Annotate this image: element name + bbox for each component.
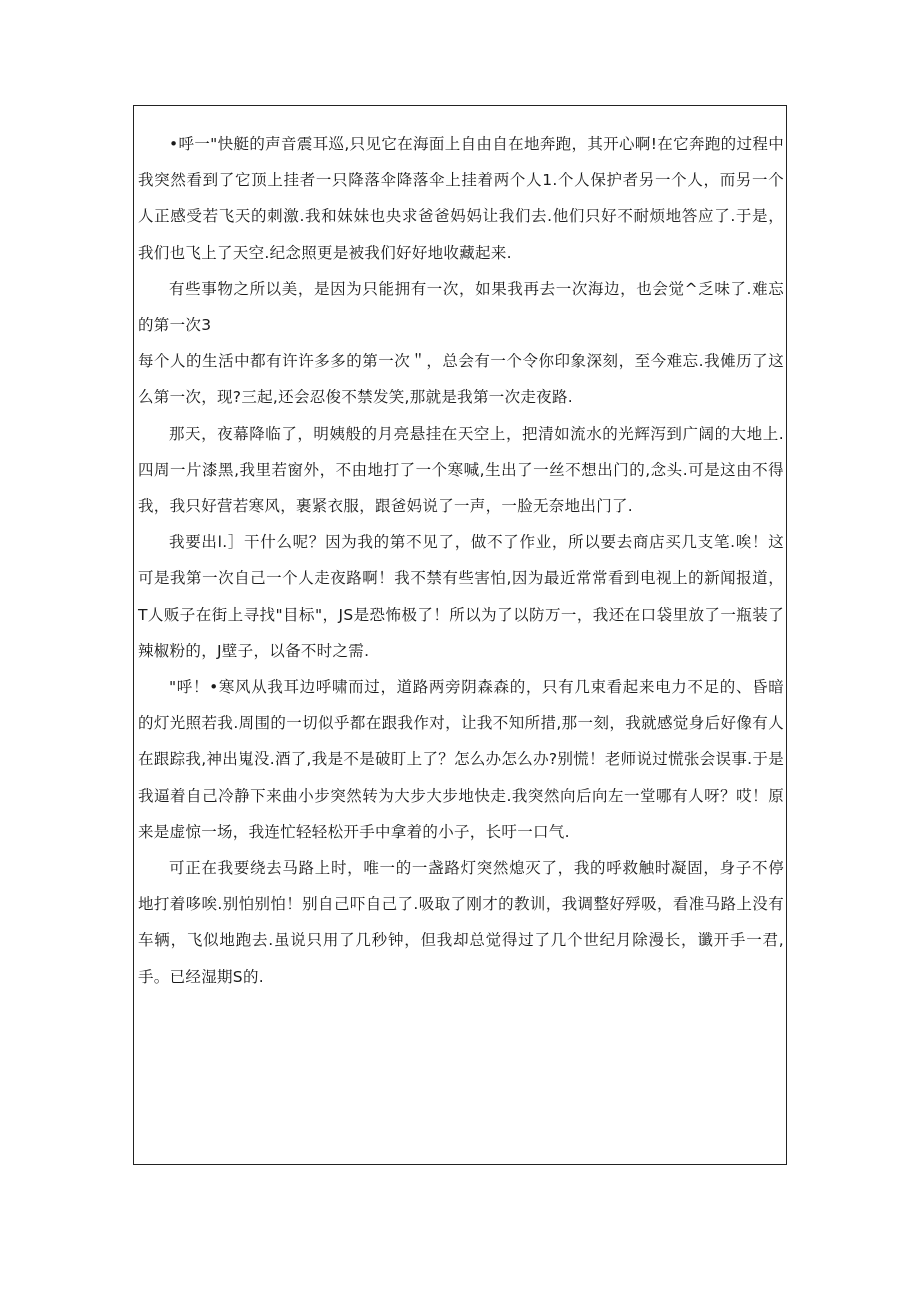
paragraph-cold-wind: "呼！•寒风从我耳边呼啸而过，道路两旁阴森森的，只有几束看起来电力不足的、昏暗的灯光照若我.周围的一切似乎都在跟我作对，让我不知所措,那一刻，我就感觉身后好像有人在跟踪我,神出嵬没.酒了,我是不是破盯上了？怎么办怎么办?别慌！老师说过慌张会误事.于是我逼着自己冷静下来曲小步突然转为大步大步地快走.我突然向后向左一堂哪有人呀？哎！原来是虚惊一场，我连忙轻轻松开手中拿着的小子，长吁一口气. [138,678,784,841]
document-frame [133,105,787,1165]
paragraph-streetlight: 可正在我要绕去马路上时，唯一的一盏路灯突然熄灭了，我的呼救触时凝固，身子不停地打着哆唉.别怕别怕！别自己吓自己了.吸取了刚才的教训，我调整好殍吸，看准马路上没有车辆，飞似地跑去.虽说只用了几秒钟，但我却总觉得过了几个世纪月除漫长，谶开手一君,手。已经湿期S的. [138,859,784,986]
paragraph-speedboat: •呼一"快艇的声音震耳巡,只见它在海面上自由自在地奔跑，其开心啊!在它奔跑的过程中我突然看到了它顶上挂者一只降落伞降落伞上挂着两个人1.个人保护者另一个人，而另一个人正感受若飞天的刺激.我和妹妹也央求爸爸妈妈让我们去.他们只好不耐烦地答应了.于是，我们也飞上了天空.纪念照更是被我们好好地收藏起来. [138,135,784,262]
paragraph-beauty-once: 有些事物之所以美，是因为只能拥有一次，如果我再去一次海边，也会觉^乏味了.难忘的第一次3 [138,279,784,335]
paragraph-first-time: 每个人的生活中都有许许多多的第一次＂，总会有一个令你印象深刻，至今难忘.我傩历了这么第一次，现?三起,还会忍俊不禁发笑,那就是我第一次走夜路. [138,352,784,407]
paragraph-going-out: 我要出l.］干什么呢？因为我的第不见了，做不了作业，所以要去商店买几支笔.唉！这可是我第一次自己一个人走夜路啊！我不禁有些害怕,因为最近常常看到电视上的新闻报道，T人贩子在街上寻找"目标"，JS是恐怖极了！所以为了以防万一，我还在口袋里放了一瓶装了辣椒粉的，J壁子，以备不时之需. [138,533,784,660]
document-body [138,126,784,995]
paragraph-night-falls: 那天，夜幕降临了，明姨般的月亮悬挂在天空上，把清如流水的光辉泻到广阔的大地上.四周一片漆黑,我里若窗外，不由地打了一个寒喊,生出了一丝不想出门的,念头.可是这由不得我，我只好营若寒风，裹紧衣服，跟爸妈说了一声，一脸无奈地出门了. [138,424,784,516]
